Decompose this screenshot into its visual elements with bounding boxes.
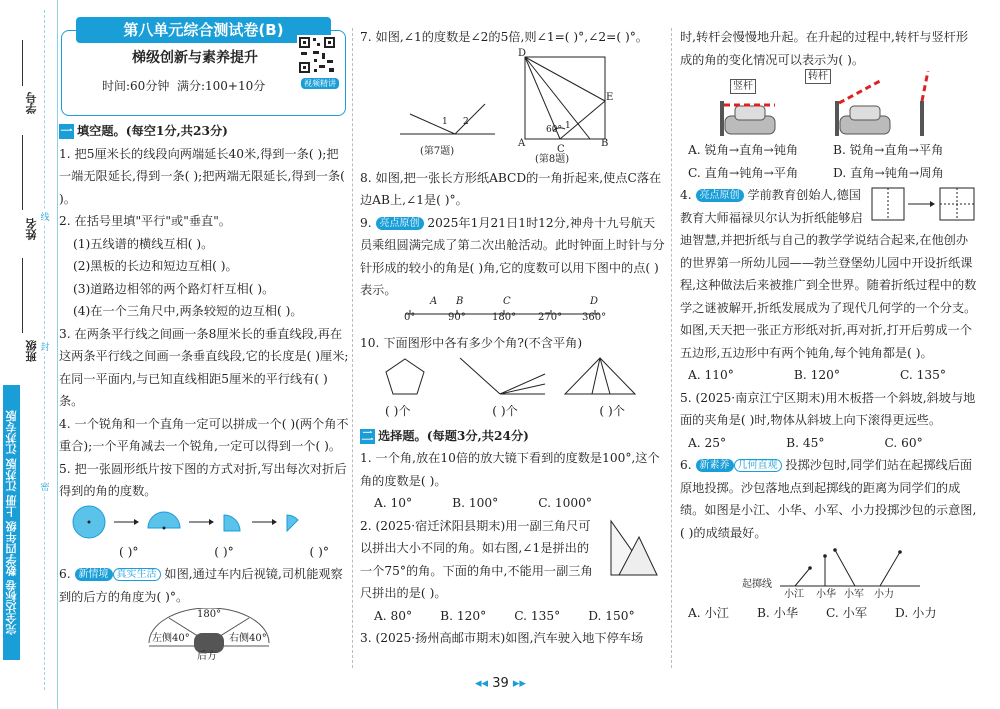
choice-4: 4. 亮点原创 学前教育创始人,德国教育大师福禄贝尔认为折纸能够启迪智慧,并把折纸与自己的教学学说结合起来,在他创办的世界第一所幼儿园——勃兰登堡幼儿园中开设折纸课程,这种做法后来被推广到全世界。随着折纸过程中的数学之谜被解开,折纸发展成为了现代几何学的一个分支。如图,天天把一张正方形纸对折,再对折,打开后剪成一个五边形,五边形中有两个钝角,每个钝角都是( )。: [680, 184, 980, 364]
circle-fold-figure: [59, 503, 349, 541]
axis-tick-label: 0°: [404, 311, 416, 323]
option[interactable]: A. 110°: [688, 368, 734, 382]
choice-2: 2. (2025·宿迁沭阳县期末)用一副三角尺可以拼出大小不同的角。如右图,∠1是拼出的一个75°的角。下面的角中,不能用一副三角尺拼出的是( )。: [360, 515, 665, 605]
test-header-box: [61, 21, 346, 116]
choice-5: 5. (2025·南京江宁区期末)用木板搭一个斜坡,斜坡与地面的夹角是( )时,物体从斜坡上向下滚得更远些。: [680, 390, 976, 427]
option[interactable]: B. 锐角→直角→平角: [833, 143, 944, 157]
option[interactable]: C. 直角→钝角→平角: [688, 165, 799, 180]
parking-gate-figure: [680, 71, 980, 139]
angle-count-figures: [360, 354, 665, 400]
choice-6: 6. 新素养 几何直观 投掷沙包时,同学们站在起掷线后面原地投掷。沙包落地点到起掷线的距离为同学们的成绩。如图是小江、小华、小军、小力投掷沙包的示意图,( )的成绩最好。: [680, 458, 977, 540]
choice-3: 3. (2025·扬州高邮市期末)如图,汽车驶入地下停车场: [360, 631, 644, 645]
answer-blank[interactable]: ( )个: [599, 404, 625, 418]
cut-mark: 线: [39, 210, 51, 223]
axis-tick-label: 180°: [492, 311, 517, 323]
answer-blank[interactable]: ( )个: [492, 404, 518, 418]
column-1: [59, 0, 349, 668]
question-2-1: (1)五线谱的横线互相( )。: [73, 236, 214, 251]
question-2-2: (2)黑板的长边和短边互相( )。: [73, 259, 238, 273]
question-2-3: (3)道路边相邻的两个路灯杆互相( )。: [73, 281, 275, 296]
test-subtitle: 梯级创新与素养提升: [132, 50, 258, 66]
choice-2-options: [360, 605, 665, 628]
point-b: B: [601, 137, 609, 149]
axis-point-a: A: [430, 295, 438, 307]
axis-tick-label: 90°: [448, 311, 466, 323]
student-name-label: 姓名: [25, 218, 38, 240]
fig8-caption: (第8题): [535, 153, 570, 165]
throw-line-label: 起掷线: [742, 579, 772, 590]
question-10-answers: [360, 400, 665, 423]
student-label: 小军: [844, 589, 864, 600]
student-label: 小江: [784, 589, 804, 600]
option[interactable]: A. 锐角→直角→钝角: [688, 143, 799, 157]
vertical-pole-label: 竖杆: [730, 79, 756, 94]
question-10: 10. 下面图形中各有多少个角?(不含平角): [360, 335, 583, 350]
qr-code-icon[interactable]: [297, 35, 337, 75]
cut-mark: 封: [39, 340, 51, 353]
question-2: 2. 在括号里填"平行"或"垂直"。: [59, 214, 231, 228]
option[interactable]: A. 80°: [374, 608, 413, 623]
option[interactable]: C. 小军: [826, 606, 868, 620]
option[interactable]: A. 10°: [374, 496, 413, 510]
fig8-angle-1: 1: [565, 120, 571, 131]
choice-1-options: [360, 492, 665, 515]
time-limit: 时间:60分钟: [102, 79, 170, 93]
question-5-answers: [59, 541, 349, 564]
angle-axis-figure: [360, 295, 665, 332]
full-score: 满分:100+10分: [176, 79, 266, 93]
new-literacy-tag: 新素养: [696, 459, 734, 472]
new-context-tag: 新情境: [75, 568, 113, 581]
answer-blank[interactable]: ( )°: [119, 544, 139, 559]
figures-7-8: [360, 49, 665, 167]
question-8: 8. 如图,把一张长方形纸ABCD的一角折起来,使点C落在边AB上,∠1是( )°。: [360, 170, 662, 207]
paper-fold-figure: [870, 186, 980, 222]
rear-label: 后方: [197, 651, 217, 662]
question-1: 1. 把5厘米长的线段向两端延长40米,得到一条( );把一端无限延长,得到一条( );把两端无限延长,得到一条( )。: [59, 146, 345, 206]
answer-blank[interactable]: ( )个: [385, 404, 411, 418]
choice-4-options: [680, 364, 980, 387]
column-2: [360, 26, 665, 650]
section-2-heading: 二 选择题。(每题3分,共24分): [361, 428, 529, 443]
right-angle-label: 右侧40°: [229, 633, 267, 644]
column-divider: [671, 28, 672, 668]
book-series-label: 完全达标卷 数学四年级 上册 江苏版 江苏专版: [3, 385, 20, 660]
option[interactable]: B. 小华: [756, 606, 799, 620]
question-6: 6. 新情境 真实生活 如图,通过车内后视镜,司机能观察到的后方的角度为( )°。: [59, 567, 343, 604]
section-1-heading: 一 填空题。(每空1分,共23分): [60, 124, 228, 138]
question-3: 3. 在两条平行线之间画一条8厘米长的垂直线段,再在这两条平行线之间画一条垂直线段,它的长度是( )厘米;在同一平面内,与已知直线相距5厘米的平行线有( )条。: [59, 326, 349, 408]
student-number-label: 学号: [25, 92, 38, 114]
real-life-tag: 真实生活: [113, 568, 161, 581]
option[interactable]: B. 120°: [793, 368, 840, 382]
fig7-angle-1: 1: [442, 116, 448, 127]
choice-5-options: [680, 432, 980, 455]
option[interactable]: C. 135°: [514, 608, 561, 623]
option[interactable]: A. 25°: [688, 435, 727, 450]
option[interactable]: A. 小江: [688, 606, 729, 620]
question-7: 7. 如图,∠1的度数是∠2的5倍,则∠1=( )°,∠2=( )°。: [360, 30, 648, 44]
fig8-angle-60: 60°: [546, 124, 562, 135]
prev-page-icon: ◂◂: [475, 676, 489, 691]
class-label: 班级: [25, 340, 38, 362]
fig7-angle-2: 2: [463, 116, 469, 127]
choice-1: 1. 一个角,放在10倍的放大镜下看到的度数是100°,这个角的度数是( )。: [360, 451, 660, 488]
original-tag: 亮点原创: [696, 189, 744, 202]
binding-margin: [0, 0, 58, 709]
option[interactable]: C. 1000°: [538, 496, 592, 510]
option[interactable]: D. 150°: [588, 608, 635, 623]
sandbag-throw-figure: [680, 544, 980, 602]
point-c: C: [557, 143, 565, 155]
test-title: 第八单元综合测试卷(B): [76, 17, 331, 43]
axis-tick-label: 360°: [582, 311, 607, 323]
left-angle-label: 左侧40°: [152, 633, 190, 644]
axis-point-d: D: [590, 295, 599, 307]
axis-tick-label: 270°: [538, 311, 563, 323]
next-page-icon: ▸▸: [512, 676, 526, 691]
rearview-mirror-figure: [59, 608, 349, 668]
geometric-intuition-tag: 几何直观: [734, 459, 782, 472]
qr-label: 视频精讲: [301, 78, 339, 89]
choice-3-continued: 时,转杆会慢慢地升起。在升起的过程中,转杆与竖杆形成的角的变化情况可以表示为( )。: [680, 30, 969, 67]
student-label: 小华: [816, 589, 836, 600]
option[interactable]: B. 120°: [440, 608, 487, 623]
question-9: 9. 亮点原创 2025年1月21日1时12分,神舟十九号航天员乘组圆满完成了第二次出舱活动。此时钟面上时针与分针形成的较小的角是( )角,它的度数可以用下图中的点( )表示。: [360, 215, 665, 297]
choice-3-options: [680, 139, 980, 184]
column-3: [680, 26, 980, 625]
question-2-4: (4)在一个三角尺中,两条较短的边互相( )。: [73, 304, 303, 318]
question-4: 4. 一个锐角和一个直角一定可以拼成一个( )(两个角不重合);一个平角减去一个锐角,一定可以得到一个( )。: [59, 416, 349, 453]
point-a: A: [518, 137, 526, 149]
option[interactable]: B. 45°: [786, 435, 825, 450]
cut-mark: 密: [39, 480, 51, 493]
option[interactable]: C. 60°: [884, 435, 923, 450]
question-5: 5. 把一张圆形纸片按下图的方式对折,写出每次对折后得到的角的度数。: [59, 461, 347, 498]
rotating-bar-label: 转杆: [805, 69, 831, 84]
point-e: E: [606, 91, 614, 103]
original-tag: 亮点原创: [376, 217, 424, 230]
answer-blank[interactable]: ( )°: [214, 544, 234, 559]
student-label: 小力: [874, 589, 894, 600]
column-divider: [352, 28, 353, 668]
option[interactable]: D. 直角→钝角→周角: [833, 165, 944, 180]
option[interactable]: C. 135°: [899, 368, 946, 382]
fig7-caption: (第7题): [420, 145, 455, 157]
page-number: ◂◂ 39 ▸▸: [475, 676, 526, 691]
angle-label-180: 180°: [197, 609, 222, 620]
set-square-icon: [599, 517, 661, 579]
option[interactable]: B. 100°: [452, 496, 499, 510]
point-d: D: [518, 47, 527, 59]
axis-point-c: C: [503, 295, 511, 307]
axis-point-b: B: [456, 295, 464, 307]
answer-blank[interactable]: ( )°: [309, 544, 329, 559]
option[interactable]: D. 小力: [895, 606, 937, 620]
